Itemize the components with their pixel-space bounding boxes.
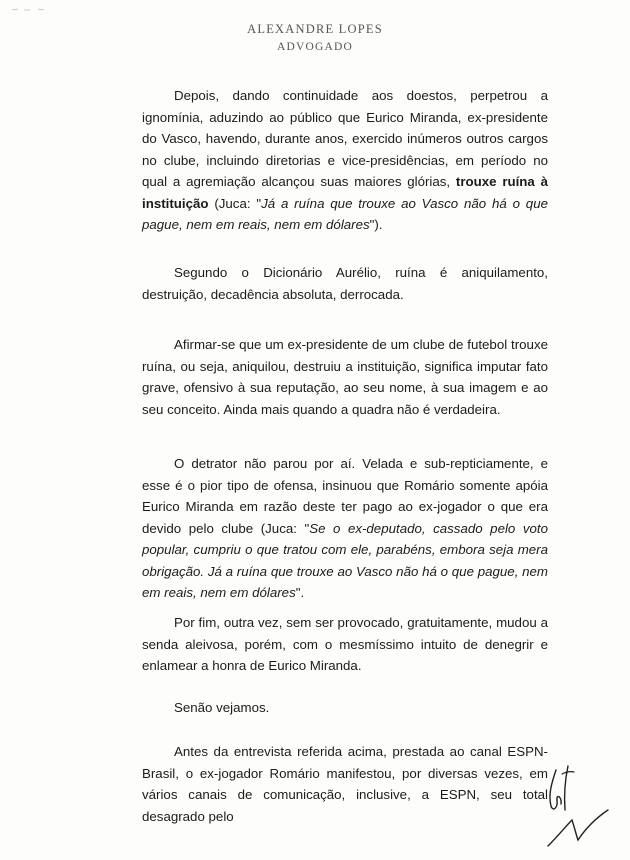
- paragraph-6: Senão vejamos.: [174, 700, 270, 715]
- paragraph-4-quote: Se o ex-deputado, cassado pelo voto popular, cumpriu o que tratou com ele, parabéns, embora seja mera obrigação. Já a ruína que trouxe ao Vasco não há o que pague, nem em reais, nem em dólares: [142, 520, 548, 600]
- paragraph-1-emphasis: trouxe ruína à instituição: [142, 174, 548, 211]
- letterhead-title: ADVOGADO: [276, 41, 354, 53]
- letterhead-name: ALEXANDRE LOPES: [247, 22, 383, 36]
- paragraph-1-quote: Já a ruína que trouxe ao Vasco não há o que pague, nem em reais, nem em dólares: [142, 195, 548, 232]
- paragraph-1-text: Depois, dando continuidade aos doestos, perpetrou a ignomínia, aduzindo ao público que Eurico Miranda, ex-presidente do Vasco, havendo, durante anos, exercido inúmeros outros cargos no clube, incluindo diretorias e vice-presidências, em período no qual a agremiação alcançou suas maiores glórias,: [142, 88, 548, 189]
- scan-artifact-mark: [10, 4, 50, 14]
- paragraph-5: Por fim, outra vez, sem ser provocado, gratuitamente, mudou a senda aleivosa, porém, com o mesmíssimo intuito de denegrir e enlamear a honra de Eurico Miranda.: [142, 615, 548, 673]
- paragraph-7: Antes da entrevista referida acima, prestada ao canal ESPN-Brasil, o ex-jogador Romário manifestou, por diversas vezes, em vários canais de comunicação, inclusive, a ESPN, seu total desagrado pelo: [142, 744, 548, 824]
- handwritten-initials-signature: [538, 760, 618, 850]
- paragraph-4-quote-close: ".: [295, 585, 305, 600]
- paragraph-1: [142, 85, 548, 236]
- paragraph-4-text: O detrator não parou por aí. Velada e sub-repticiamente, e esse é o pior tipo de ofensa, insinuou que Romário somente apóia Eurico Miranda em razão deste ter pago ao ex-jogador o que era devido pelo clube (Juca: ": [142, 456, 548, 536]
- paragraph-4: [142, 453, 548, 604]
- paragraph-1-quote-close: ").: [369, 217, 383, 232]
- paragraph-3: Afirmar-se que um ex-presidente de um clube de futebol trouxe ruína, ou seja, aniquilou, destruiu a instituição, significa imputar fato grave, ofensivo à sua reputação, ao seu nome, à sua imagem e ao seu conceito. Ainda mais quando a quadra não é verdadeira.: [142, 337, 548, 417]
- paragraph-1-quote-open: (Juca: ": [208, 195, 262, 211]
- paragraph-2: Segundo o Dicionário Aurélio, ruína é aniquilamento, destruição, decadência absoluta, derrocada.: [142, 265, 548, 302]
